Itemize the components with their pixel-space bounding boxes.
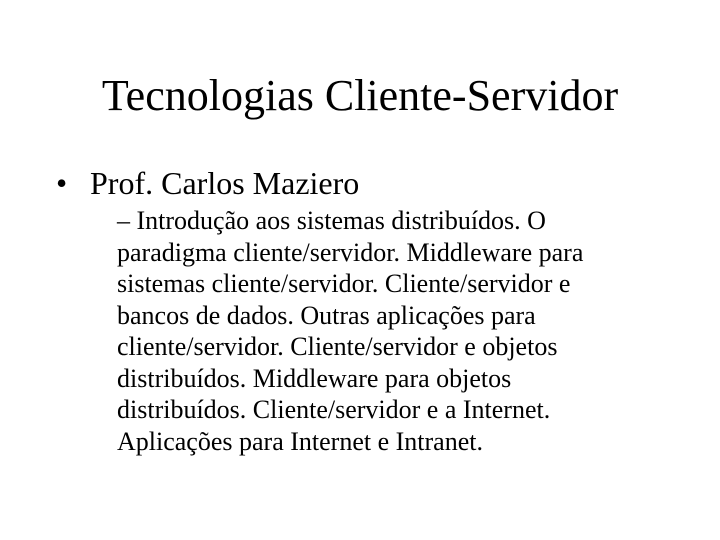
subbullet-line: Aplicações para Internet e Intranet. bbox=[117, 426, 483, 456]
bullet-text: Prof. Carlos Maziero bbox=[90, 165, 360, 201]
subbullet-line: bancos de dados. Outras aplicações para bbox=[117, 300, 536, 330]
subbullet-line-text: Introdução aos sistemas distribuídos. O bbox=[136, 206, 546, 235]
subbullet-line: distribuídos. Middleware para objetos bbox=[117, 363, 512, 393]
subbullet-item bbox=[117, 205, 677, 457]
slide-title: Tecnologias Cliente-Servidor bbox=[101, 71, 619, 120]
subbullet-line: paradigma cliente/servidor. Middleware para bbox=[117, 237, 584, 267]
bullet-item bbox=[56, 164, 359, 202]
subbullet-line: sistemas cliente/servidor. Cliente/servidor e bbox=[117, 269, 571, 298]
subbullet-line: cliente/servidor. Cliente/servidor e objetos bbox=[117, 332, 558, 361]
subbullet-marker: – bbox=[117, 206, 130, 235]
subbullet-line bbox=[117, 205, 677, 237]
bullet-marker: • bbox=[56, 165, 68, 201]
subbullet-line: distribuídos. Cliente/servidor e a Internet. bbox=[117, 395, 551, 424]
